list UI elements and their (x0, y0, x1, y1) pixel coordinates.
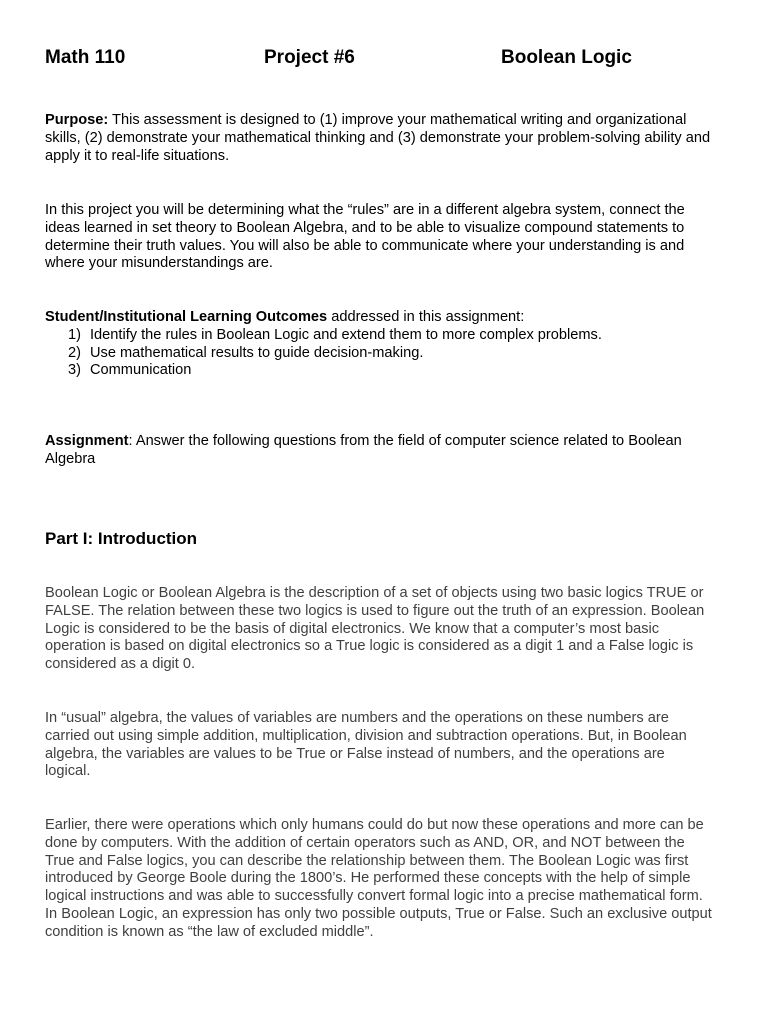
part1-paragraph-1: Boolean Logic or Boolean Algebra is the description of a set of objects using two basic logics TRUE or FALSE. The relation between these two logics is used to figure out the truth of an expression. Boolean Logic is considered to be the basis of digital electronics. We know that a computer’s most basic operation is based on digital electronics so a True logic is considered as a digit 1 and a False logic is considered as a digit 0. (45, 585, 705, 673)
document-header (45, 47, 713, 71)
project-title: Project #6 (264, 47, 355, 68)
list-item-number: 2) (68, 344, 81, 361)
list-item-number: 3) (68, 362, 81, 379)
list-item-text: Identify the rules in Boolean Logic and extend them to more complex problems. (90, 326, 602, 343)
list-item-text: Use mathematical results to guide decision-making. (90, 344, 424, 361)
assignment-label: Assignment (45, 433, 129, 449)
part1-heading: Part I: Introduction (45, 529, 198, 548)
purpose-text: This assessment is designed to (1) improve your mathematical writing and organizational skills, (2) demonstrate your mathematical thinking and (3) demonstrate your problem-solving ability and apply it to real-life situations. (45, 112, 711, 164)
part1-paragraph-2: In “usual” algebra, the values of variables are numbers and the operations on these numbers are carried out using simple addition, multiplication, division and subtraction operations. But, in Boolean algebra, the variables are values to be True or False instead of numbers, and the operations are logical. (45, 710, 687, 780)
list-item (45, 345, 713, 363)
part1-paragraph-3: Earlier, there were operations which only humans could do but now these operations and more can be done by computers. With the addition of certain operators such as AND, OR, and NOT between the True and False logics, you can describe the relationship between them. The Boolean Logic was first introduced by George Boole during the 1800’s. He performed these concepts with the help of simple logical instructions and was able to successfully convert formal logic into a precise mathematical form. In Boolean Logic, an expression has only two possible outputs, True or False. Such an exclusive output condition is known as “the law of excluded middle”. (45, 817, 712, 940)
outcomes-suffix: addressed in this assignment: (331, 309, 525, 325)
list-item (45, 362, 713, 380)
outcomes-list (45, 327, 713, 380)
assignment-text: : Answer the following questions from the field of computer science related to Boolean Algebra (45, 433, 682, 467)
purpose-paragraph (45, 112, 713, 165)
list-item-number: 1) (68, 326, 81, 343)
assignment-paragraph (45, 433, 713, 469)
intro-paragraph: In this project you will be determining what the “rules” are in a different algebra system, connect the ideas learned in set theory to Boolean Algebra, and to be able to visualize compound statements to determine their truth values. You will also be able to communicate where your understanding is and where your misunderstandings are. (45, 202, 685, 272)
outcomes-label: Student/Institutional Learning Outcomes (45, 309, 328, 325)
outcomes-heading (45, 309, 713, 327)
list-item-text: Communication (90, 362, 192, 379)
purpose-label: Purpose: (45, 112, 109, 128)
topic-title: Boolean Logic (501, 47, 632, 68)
list-item (45, 327, 713, 345)
course-title: Math 110 (45, 47, 126, 68)
learning-outcomes (45, 309, 713, 380)
